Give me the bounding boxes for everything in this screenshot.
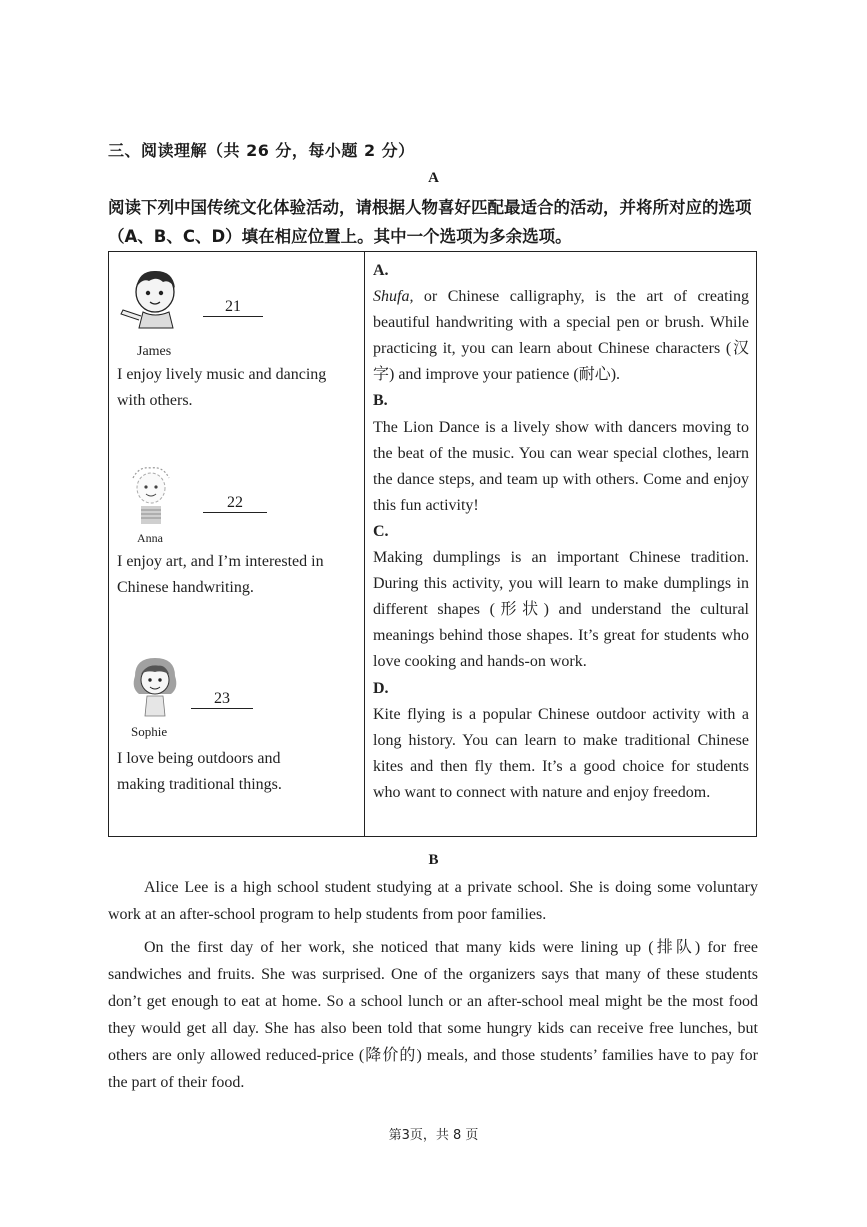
table-column-divider <box>364 252 365 836</box>
option-d <box>373 676 749 806</box>
option-text: Kite flying is a popular Chinese outdoor activity with a long history. You can learn to make traditional Chinese kites and then fly them. It’s a good choice for students who want to connect with nature and enjoy freedom. <box>373 705 749 801</box>
option-letter: A. <box>373 262 389 279</box>
person-preference: I enjoy art, and I’m interested in Chinese handwriting. <box>117 553 324 596</box>
person-name: Sophie <box>131 724 168 739</box>
option-lead-italic: Shufa, <box>373 288 414 306</box>
option-text: The Lion Dance is a lively show with dancers moving to the beat of the music. You can wear special clothes, learn the dance steps, and team up with others. Come and enjoy this fun activity! <box>373 418 749 514</box>
matching-table <box>108 251 757 837</box>
boy-avatar-icon <box>119 266 189 330</box>
part-a-instructions: 阅读下列中国传统文化体验活动，请根据人物喜好匹配最适合的活动，并将所对应的选项（A、B、C、D）填在相应位置上。其中一个选项为多余选项。 <box>108 198 752 246</box>
option-text: Making dumplings is an important Chinese tradition. During this activity, you will learn to make dumplings in different shapes (形状) and understand the cultural meanings behind those shapes. It’s great for students who love cooking and hands-on work. <box>373 549 749 671</box>
option-body: or Chinese calligraphy, is the art of creating beautiful handwriting with a special pen or brush. While practicing it, you can learn about Chinese characters (汉字) and improve your patience (耐心). <box>373 288 749 384</box>
activity-options <box>373 258 749 806</box>
girl-avatar-icon <box>125 464 175 530</box>
person-james <box>117 266 357 416</box>
option-letter: C. <box>373 522 389 540</box>
person-anna <box>117 464 357 614</box>
option-text <box>373 284 749 388</box>
option-letter: D. <box>373 679 389 697</box>
person-preference: I enjoy lively music and dancing with others. <box>117 366 327 409</box>
answer-blank-21[interactable]: 21 <box>203 298 263 317</box>
option-b <box>373 388 749 518</box>
part-a-letter: A <box>428 170 439 186</box>
section-title: 三、阅读理解（共 26 分，每小题 2 分） <box>108 141 415 160</box>
passage-paragraph: Alice Lee is a high school student studying at a private school. She is doing some voluntary work at an after-school program to help students from poor families. <box>108 879 758 923</box>
person-preference: I love being outdoors and making traditional things. <box>117 750 282 793</box>
girl-avatar-icon <box>127 654 185 724</box>
option-c <box>373 519 749 676</box>
answer-blank-23[interactable]: 23 <box>191 690 253 709</box>
page-footer: 第3页，共 8 页 <box>388 1128 479 1143</box>
person-name: James <box>137 344 172 359</box>
part-b-letter: B <box>428 852 439 868</box>
person-sophie <box>117 654 357 804</box>
option-a <box>373 258 749 388</box>
answer-blank-22[interactable]: 22 <box>203 494 267 513</box>
passage-paragraph: On the first day of her work, she noticed that many kids were lining up (排队) for free sandwiches and fruits. She was surprised. One of the organizers says that many of these students don’t get enough to eat at home. So a school lunch or an after-school meal might be the most food they would get all day. She has also been told that some hungry kids can receive free lunches, but others are only allowed reduced-price (降价的) meals, and those students’ families have to pay for the part of their food. <box>108 939 758 1091</box>
option-letter: B. <box>373 392 388 410</box>
person-name: Anna <box>137 531 163 545</box>
